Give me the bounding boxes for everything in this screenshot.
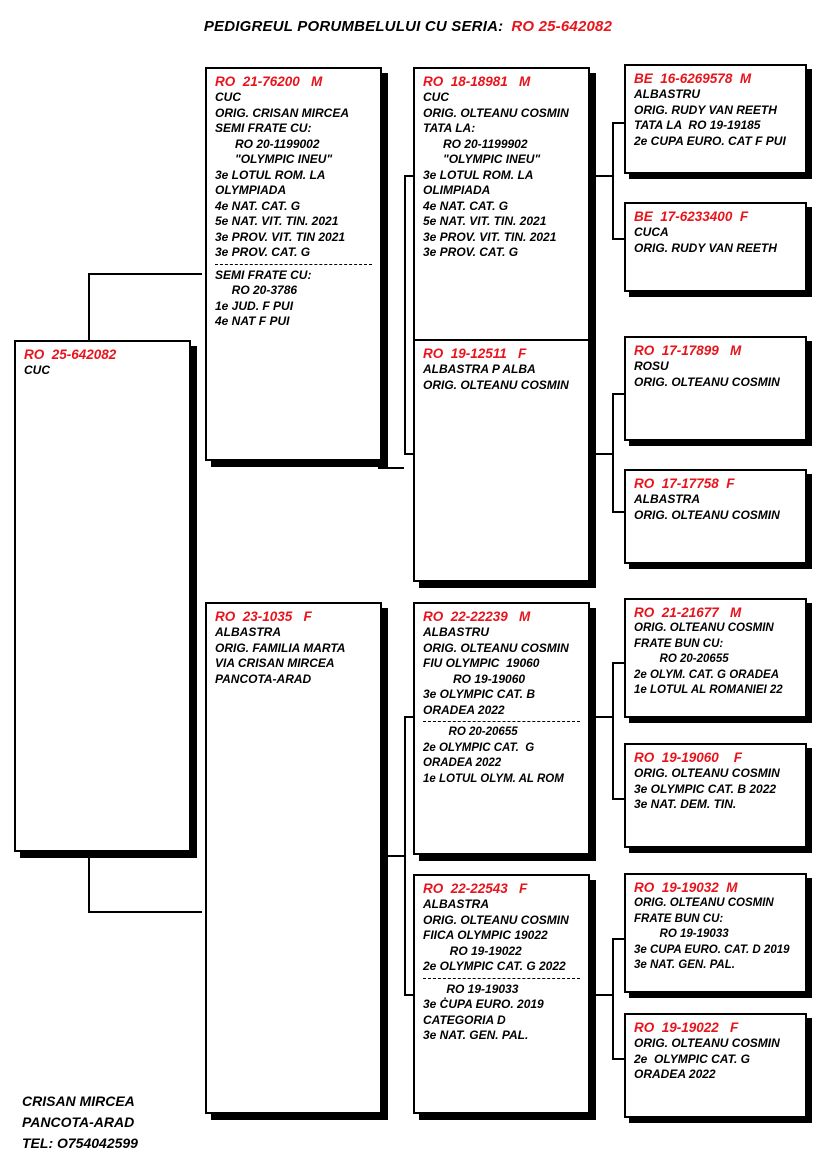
gp1-line: OLIMPIADA xyxy=(423,183,491,197)
ggp7-line: FRATE BUN CU: xyxy=(634,912,724,925)
gp1-line: 5e NAT. VIT. TIN. 2021 xyxy=(423,214,547,228)
grandparent-box-4[interactable] xyxy=(413,874,590,1114)
page-title-serial: RO 25-642082 xyxy=(511,18,613,35)
sire-line: 3e PROV. CAT. G xyxy=(215,245,311,259)
dam-line: PANCOTA-ARAD xyxy=(215,671,312,686)
gp4-header: RO 22-22543 F xyxy=(423,881,528,896)
sire-line: RO 20-1199002 xyxy=(215,136,320,151)
great-grandparent-box-1[interactable] xyxy=(624,64,807,174)
sire-line: 4e NAT. CAT. G xyxy=(215,198,301,213)
breeder-footer xyxy=(22,1091,138,1154)
gp3-header: RO 22-22239 M xyxy=(423,609,531,624)
sire-line: CUC xyxy=(215,90,241,104)
gp4-line: RO 19-19022 xyxy=(423,943,522,958)
gp2-line: ALBASTRA P ALBA xyxy=(423,362,536,376)
gp1-line: TATA LA: xyxy=(423,121,476,135)
gp3-line: FIU OLYMPIC 19060 xyxy=(423,656,540,670)
ggp7-line: 3e NAT. GEN. PAL. xyxy=(634,959,735,971)
ggp6-line: 3e OLYMPIC CAT. B 2022 xyxy=(634,781,777,796)
great-grandparent-box-8[interactable] xyxy=(624,1013,807,1118)
breeder-location: PANCOTA-ARAD xyxy=(22,1114,135,1130)
gp3-line: RO 19-19060 xyxy=(423,671,526,686)
gp3-line: 3e OLYMPIC CAT. B xyxy=(423,687,536,701)
connector xyxy=(612,662,614,800)
gp4-line2: CATEGORIA D xyxy=(423,1012,506,1027)
ggp1-line: 2e CUPA EURO. CAT F PUI xyxy=(634,133,786,148)
ggp1-header: BE 16-6269578 M xyxy=(634,71,752,86)
ggp1-line: TATA LA RO 19-19185 xyxy=(634,118,761,132)
sire-line: 5e NAT. VIT. TIN. 2021 xyxy=(215,214,339,228)
gp1-line: CUC xyxy=(423,90,449,104)
gp1-line: 4e NAT. CAT. G xyxy=(423,198,509,213)
breeder-name: CRISAN MIRCEA xyxy=(22,1093,135,1109)
ggp3-line: ROSU xyxy=(634,359,669,373)
divider xyxy=(215,264,372,265)
gp4-line: ORIG. OLTEANU COSMIN xyxy=(423,912,569,927)
gp3-line2: 2e OLYMPIC CAT. G xyxy=(423,741,535,754)
ggp1-line: ALBASTRU xyxy=(634,87,700,101)
ggp7-line: 3e CUPA EURO. CAT. D 2019 xyxy=(634,943,790,956)
ggp5-line: FRATE BUN CU: xyxy=(634,637,724,650)
ggp7-line: ORIG. OLTEANU COSMIN xyxy=(634,897,774,909)
breeder-phone: TEL: O754042599 xyxy=(22,1135,138,1151)
sire-line2: SEMI FRATE CU: xyxy=(215,267,312,282)
sire-line: SEMI FRATE CU: xyxy=(215,121,312,135)
connector xyxy=(596,175,614,177)
gp3-line: ORIG. OLTEANU COSMIN xyxy=(423,640,569,655)
great-grandparent-box-7[interactable] xyxy=(624,873,807,993)
page-title xyxy=(0,18,816,35)
ggp4-line: ALBASTRA xyxy=(634,492,700,506)
ggp3-line: ORIG. OLTEANU COSMIN xyxy=(634,374,780,389)
ggp2-header: BE 17-6233400 F xyxy=(634,209,749,224)
gp4-line2: 3e ĊUPA EURO. 2019 xyxy=(423,997,544,1011)
sire-line: OLYMPIADA xyxy=(215,183,287,197)
page-title-text: PEDIGREUL PORUMBELULUI CU SERIA: xyxy=(203,18,504,35)
gp1-line: 3e PROV. VIT. TIN. 2021 xyxy=(423,229,557,244)
gp3-line2: ORADEA 2022 xyxy=(423,757,502,769)
connector xyxy=(612,938,614,1060)
dam-line: VIA CRISAN MIRCEA xyxy=(215,656,335,670)
great-grandparent-box-6[interactable] xyxy=(624,743,807,848)
gp1-line: 3e PROV. CAT. G xyxy=(423,245,519,259)
ggp6-line: 3e NAT. DEM. TIN. xyxy=(634,797,737,811)
ggp8-line: 2e OLYMPIC CAT. G xyxy=(634,1051,751,1066)
gp1-line: RO 20-1199902 xyxy=(423,136,528,151)
sire-line2: 1e JUD. F PUI xyxy=(215,298,294,313)
gp3-line2: RO 20-20655 xyxy=(423,726,518,738)
divider xyxy=(423,721,580,722)
divider xyxy=(423,978,580,979)
ggp7-line: RO 19-19033 xyxy=(634,928,729,940)
ggp6-line: ORIG. OLTEANU COSMIN xyxy=(634,766,780,780)
great-grandparent-box-5[interactable] xyxy=(624,598,807,718)
sire-line: 3e PROV. VIT. TIN 2021 xyxy=(215,229,346,244)
connector xyxy=(378,467,404,469)
connector xyxy=(404,175,406,455)
dam-line: ORIG. FAMILIA MARTA xyxy=(215,640,346,655)
ggp4-header: RO 17-17758 F xyxy=(634,476,735,491)
ggp5-line: RO 20-20655 xyxy=(634,653,729,665)
ggp8-line: ORIG. OLTEANU COSMIN xyxy=(634,1036,780,1050)
connector xyxy=(88,273,202,275)
ggp2-line: ORIG. RUDY VAN REETH xyxy=(634,240,777,255)
gp4-line: FIICA OLYMPIC 19022 xyxy=(423,928,548,942)
gp3-line2: 1e LOTUL OLYM. AL ROM xyxy=(423,772,564,785)
sire-line2: RO 20-3786 xyxy=(215,283,298,297)
gp3-line: ALBASTRU xyxy=(423,625,489,639)
gp2-line: ORIG. OLTEANU COSMIN xyxy=(423,377,569,392)
great-grandparent-box-3[interactable] xyxy=(624,336,807,441)
dam-line: ALBASTRA xyxy=(215,625,281,639)
gp3-line: ORADEA 2022 xyxy=(423,702,505,717)
dam-header: RO 23-1035 F xyxy=(215,609,312,624)
sire-line2: 4e NAT F PUI xyxy=(215,314,290,328)
subject-box[interactable] xyxy=(14,340,191,852)
ggp8-line: ORADEA 2022 xyxy=(634,1067,716,1081)
sire-box[interactable] xyxy=(205,67,382,461)
ggp1-line: ORIG. RUDY VAN REETH xyxy=(634,102,777,117)
connector xyxy=(404,716,406,996)
ggp5-line: 2e OLYM. CAT. G ORADEA xyxy=(634,668,780,681)
great-grandparent-box-4[interactable] xyxy=(624,469,807,564)
sire-line: ORIG. CRISAN MIRCEA xyxy=(215,105,350,120)
sire-line: 3e LOTUL ROM. LA xyxy=(215,167,326,182)
ggp3-header: RO 17-17899 M xyxy=(634,343,742,358)
gp4-line2: 3e NAT. GEN. PAL. xyxy=(423,1028,529,1042)
gp1-line: ORIG. OLTEANU COSMIN xyxy=(423,105,569,120)
grandparent-box-3[interactable] xyxy=(413,602,590,855)
gp4-line2: RO 19-19033 xyxy=(423,981,519,996)
gp2-header: RO 19-12511 F xyxy=(423,346,527,361)
connector xyxy=(596,994,614,996)
connector xyxy=(596,453,614,455)
ggp5-line: 1e LOTUL AL ROMANIEI 22 xyxy=(634,684,783,696)
ggp2-line: CUCA xyxy=(634,225,669,239)
connector xyxy=(612,122,614,240)
ggp7-header: RO 19-19032 M xyxy=(634,880,738,895)
dam-box[interactable] xyxy=(205,602,382,1114)
ggp5-header: RO 21-21677 M xyxy=(634,605,742,620)
grandparent-box-1[interactable] xyxy=(413,67,590,385)
gp1-line: "OLYMPIC INEU" xyxy=(423,152,541,166)
connector xyxy=(88,911,202,913)
connector xyxy=(596,716,614,718)
ggp4-line: ORIG. OLTEANU COSMIN xyxy=(634,507,780,522)
grandparent-box-2[interactable] xyxy=(413,339,590,582)
gp1-line: 3e LOTUL ROM. LA xyxy=(423,167,534,182)
ggp5-line: ORIG. OLTEANU COSMIN xyxy=(634,622,774,634)
ggp6-header: RO 19-19060 F xyxy=(634,750,743,765)
sire-header: RO 21-76200 M xyxy=(215,74,323,89)
gp4-line: 2e OLYMPIC CAT. G 2022 xyxy=(423,959,566,973)
ggp8-header: RO 19-19022 F xyxy=(634,1020,739,1035)
subject-header: RO 25-642082 xyxy=(24,347,117,362)
gp1-header: RO 18-18981 M xyxy=(423,74,531,89)
sire-line: "OLYMPIC INEU" xyxy=(215,152,333,166)
gp4-line: ALBASTRA xyxy=(423,897,489,911)
subject-line: CUC xyxy=(24,363,50,377)
great-grandparent-box-2[interactable] xyxy=(624,202,807,292)
